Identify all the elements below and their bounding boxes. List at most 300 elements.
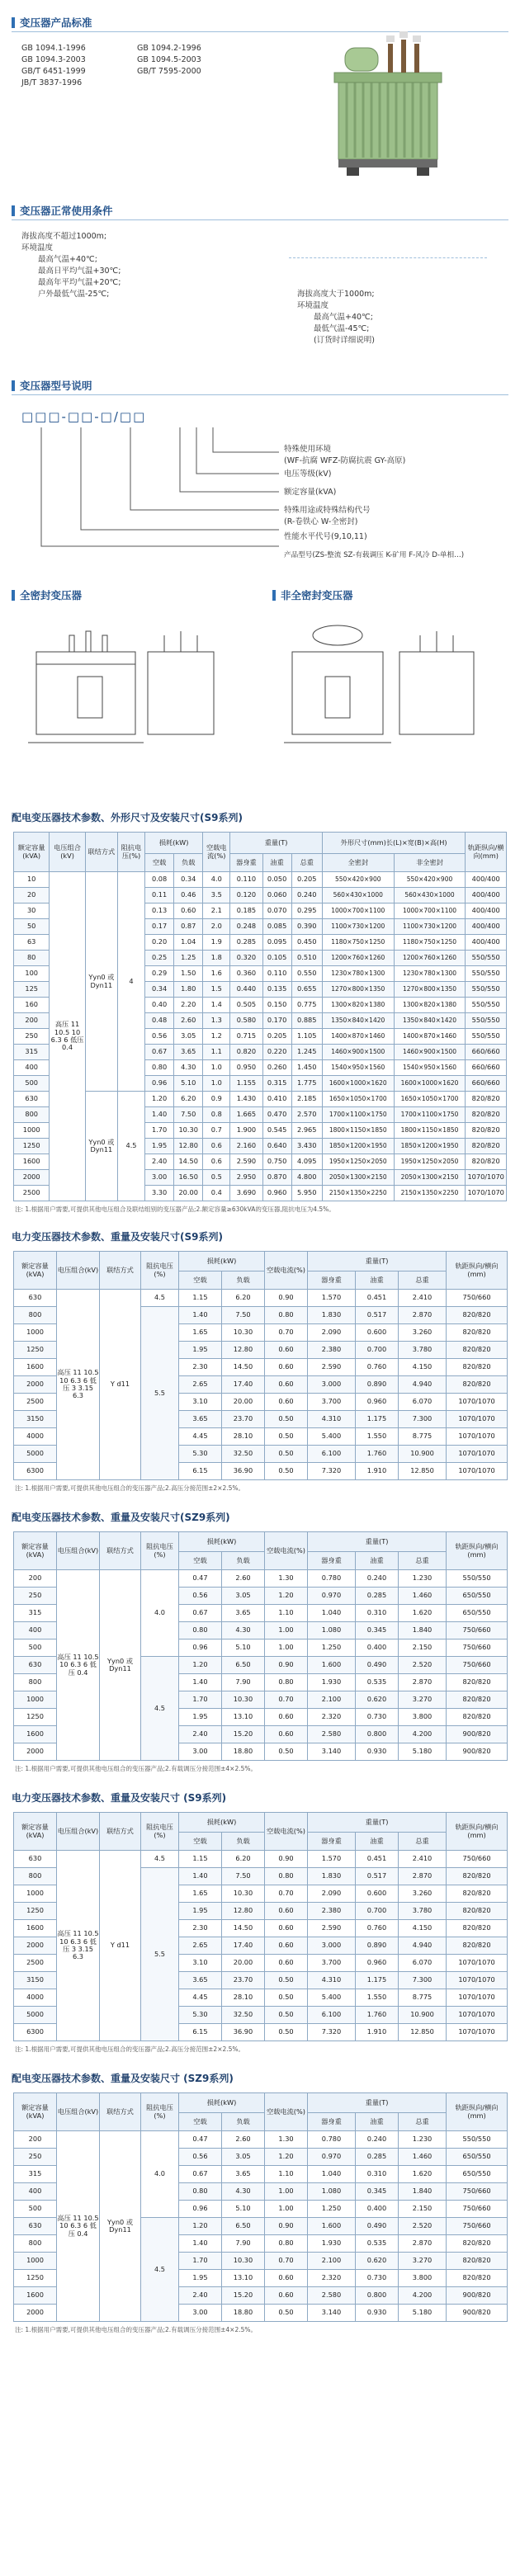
cell-noload-loss: 0.47 <box>179 2131 222 2149</box>
cell-dimensions-nonsealed: 1400×870×1460 <box>394 1029 466 1045</box>
header-capacity: 额定容量(kVA) <box>14 1252 57 1290</box>
cell-noload-loss: 1.40 <box>179 1868 222 1885</box>
cell-oil-weight: 0.930 <box>356 2305 399 2322</box>
cell-capacity: 4000 <box>14 1428 57 1446</box>
cell-gauge: 820/820 <box>447 1920 508 1937</box>
cell-gauge: 820/820 <box>466 1139 507 1154</box>
cell-noload-loss: 2.65 <box>179 1376 222 1394</box>
cell-dimensions-nonsealed: 1180×750×1250 <box>394 935 466 951</box>
cell-load-loss: 2.20 <box>174 998 203 1013</box>
cell-total-weight: 7.300 <box>399 1972 447 1989</box>
cell-dimensions-sealed: 2150×1350×2250 <box>322 1186 394 1201</box>
cell-oil-weight: 0.085 <box>262 919 291 935</box>
cell-impedance: 4.5 <box>117 1092 144 1201</box>
cell-capacity: 4000 <box>14 1989 57 2007</box>
cell-oil-weight: 0.890 <box>356 1376 399 1394</box>
cell-impedance: 4.5 <box>141 1290 179 1307</box>
cell-noload-current: 3.5 <box>203 888 230 903</box>
cell-noload-current: 0.70 <box>265 1324 308 1342</box>
subheader-load: 负载 <box>174 854 203 872</box>
cell-noload-current: 2.0 <box>203 919 230 935</box>
cell-load-loss: 3.65 <box>222 1605 265 1622</box>
cell-noload-current: 1.10 <box>265 1605 308 1622</box>
cell-oil-weight: 0.310 <box>356 2166 399 2183</box>
header-gauge: 轨距纵向/横向(mm) <box>447 1813 508 1851</box>
cell-oil-weight: 0.285 <box>356 2149 399 2166</box>
cell-capacity: 2000 <box>14 1937 57 1955</box>
divider <box>289 257 487 258</box>
divider <box>12 219 508 220</box>
cell-body-weight: 3.000 <box>308 1376 356 1394</box>
cell-gauge: 750/660 <box>447 1622 508 1639</box>
cell-capacity: 500 <box>14 1076 50 1092</box>
subheader-body-weight: 器身重 <box>308 2113 356 2131</box>
cell-total-weight: 5.180 <box>399 2305 447 2322</box>
section-title-model <box>12 378 92 393</box>
cell-capacity: 1250 <box>14 1342 57 1359</box>
cell-gauge: 820/820 <box>447 1709 508 1726</box>
cell-total-weight: 10.900 <box>399 2007 447 2024</box>
cell-gauge: 1070/1070 <box>447 1989 508 2007</box>
cell-body-weight: 0.285 <box>230 935 262 951</box>
cell-total-weight: 5.180 <box>399 1743 447 1761</box>
title-bar-icon <box>12 205 15 216</box>
table1-title: 配电变压器技术参数、外形尺寸及安装尺寸(S9系列) <box>12 812 243 823</box>
cell-total-weight: 3.800 <box>399 1709 447 1726</box>
cell-noload-loss: 1.95 <box>179 1342 222 1359</box>
cell-noload-loss: 4.45 <box>179 1989 222 2007</box>
subheader-oil-weight: 油重 <box>356 1833 399 1851</box>
subheader-noload: 空载 <box>145 854 174 872</box>
cell-total-weight: 3.260 <box>399 1324 447 1342</box>
cell-oil-weight: 0.800 <box>356 2287 399 2305</box>
cell-body-weight: 2.380 <box>308 1903 356 1920</box>
cell-capacity: 1600 <box>14 1726 57 1743</box>
header-noload-current: 空载电流(%) <box>203 833 230 872</box>
header-voltage: 电压组合(kV) <box>57 1813 100 1851</box>
cell-oil-weight: 0.150 <box>262 998 291 1013</box>
header-weight: 重量(T) <box>308 1252 447 1271</box>
cell-noload-loss: 1.70 <box>179 2253 222 2270</box>
table1 <box>13 832 507 1201</box>
cell-noload-current: 0.60 <box>265 1937 308 1955</box>
subheader-load: 负载 <box>222 1271 265 1290</box>
table5-note: 注: 1.根据用户需要,可提供其他电压组合的变压器产品;2.有载调压分接范围±4×2.5%。 <box>15 2326 258 2333</box>
cell-oil-weight: 0.535 <box>356 1674 399 1691</box>
cell-oil-weight: 0.345 <box>356 2183 399 2201</box>
cell-dimensions-nonsealed: 1460×900×1500 <box>394 1045 466 1060</box>
cell-capacity: 2000 <box>14 2305 57 2322</box>
cell-noload-current: 2.1 <box>203 903 230 919</box>
table4-note: 注: 1.根据用户需要,可提供其他电压组合的变压器产品;2.高压分接范围±2×2.5%。 <box>15 2045 245 2053</box>
cell-oil-weight: 0.870 <box>262 1170 291 1186</box>
cell-load-loss: 16.50 <box>174 1170 203 1186</box>
condition-left-6: 户外最低气温-25℃; <box>38 290 110 299</box>
cell-total-weight: 0.775 <box>291 998 322 1013</box>
cell-noload-current: 0.60 <box>265 1903 308 1920</box>
cell-total-weight: 6.070 <box>399 1955 447 1972</box>
cell-total-weight: 1.450 <box>291 1060 322 1076</box>
cell-load-loss: 6.20 <box>222 1290 265 1307</box>
cell-capacity: 5000 <box>14 2007 57 2024</box>
cell-noload-loss: 6.15 <box>179 2024 222 2041</box>
cell-total-weight: 8.775 <box>399 1428 447 1446</box>
standard-right-2: GB 1094.5-2003 <box>137 55 201 64</box>
cell-load-loss: 18.80 <box>222 2305 265 2322</box>
cell-gauge: 820/820 <box>447 1359 508 1376</box>
cell-load-loss: 4.30 <box>174 1060 203 1076</box>
cell-body-weight: 2.950 <box>230 1170 262 1186</box>
table-row <box>14 2131 508 2149</box>
cell-total-weight: 2.410 <box>399 1851 447 1868</box>
cell-impedance: 4.5 <box>141 1657 179 1761</box>
cell-gauge: 820/820 <box>466 1107 507 1123</box>
cell-dimensions-sealed: 1180×750×1250 <box>322 935 394 951</box>
cell-oil-weight: 0.545 <box>262 1123 291 1139</box>
cell-body-weight: 3.000 <box>308 1937 356 1955</box>
cell-total-weight: 0.885 <box>291 1013 322 1029</box>
cell-body-weight: 2.590 <box>230 1154 262 1170</box>
cell-oil-weight: 0.315 <box>262 1076 291 1092</box>
cell-dimensions-nonsealed: 1300×820×1380 <box>394 998 466 1013</box>
cell-noload-current: 0.60 <box>265 1359 308 1376</box>
cell-total-weight: 12.850 <box>399 1463 447 1480</box>
standard-left-4: JB/T 3837-1996 <box>21 78 83 87</box>
cell-noload-current: 0.60 <box>265 1920 308 1937</box>
cell-noload-current: 0.50 <box>265 2024 308 2041</box>
table-row <box>14 1290 508 1307</box>
header-noload-current: 空载电流(%) <box>265 1252 308 1290</box>
cell-noload-current: 1.2 <box>203 1029 230 1045</box>
cell-oil-weight: 0.517 <box>356 1307 399 1324</box>
cell-noload-loss: 1.95 <box>179 1709 222 1726</box>
subheader-total-weight: 总重 <box>399 1833 447 1851</box>
cell-noload-loss: 0.56 <box>145 1029 174 1045</box>
cell-noload-loss: 1.20 <box>179 1657 222 1674</box>
cell-capacity: 30 <box>14 903 50 919</box>
cell-gauge: 820/820 <box>447 1691 508 1709</box>
subheader-load: 负载 <box>222 1552 265 1570</box>
header-weight: 重量(T) <box>308 1532 447 1552</box>
cell-capacity: 630 <box>14 1092 50 1107</box>
cell-total-weight: 10.900 <box>399 1446 447 1463</box>
cell-oil-weight: 0.451 <box>356 1851 399 1868</box>
header-loss: 损耗(kW) <box>179 1532 265 1552</box>
cell-noload-current: 0.50 <box>265 1989 308 2007</box>
cell-capacity: 10 <box>14 872 50 888</box>
table3-note: 注: 1.根据用户需要,可提供其他电压组合的变压器产品;2.有载调压分接范围±4×2.5%。 <box>15 1765 258 1772</box>
cell-dimensions-nonsealed: 1650×1050×1700 <box>394 1092 466 1107</box>
cell-gauge: 820/820 <box>447 1376 508 1394</box>
cell-total-weight: 0.550 <box>291 966 322 982</box>
cell-total-weight: 2.410 <box>399 1290 447 1307</box>
cell-noload-current: 1.20 <box>265 1588 308 1605</box>
condition-left-5: 最高年平均气温+20℃; <box>38 278 121 287</box>
cell-capacity: 1000 <box>14 1885 57 1903</box>
cell-body-weight: 2.100 <box>308 2253 356 2270</box>
cell-total-weight: 3.780 <box>399 1342 447 1359</box>
cell-capacity: 200 <box>14 1013 50 1029</box>
cell-noload-current: 0.60 <box>265 2270 308 2287</box>
cell-dimensions-sealed: 1700×1100×1750 <box>322 1107 394 1123</box>
cell-noload-loss: 0.34 <box>145 982 174 998</box>
cell-capacity: 3150 <box>14 1411 57 1428</box>
cell-body-weight: 1.080 <box>308 2183 356 2201</box>
cell-noload-current: 0.50 <box>265 1743 308 1761</box>
cell-total-weight: 2.150 <box>399 2201 447 2218</box>
model-code: □□□-□□-□/□□ <box>21 409 147 424</box>
cell-capacity: 1600 <box>14 1920 57 1937</box>
cell-oil-weight: 0.260 <box>262 1060 291 1076</box>
cell-body-weight: 3.700 <box>308 1394 356 1411</box>
cell-load-loss: 3.05 <box>222 2149 265 2166</box>
cell-total-weight: 0.390 <box>291 919 322 935</box>
cell-load-loss: 1.04 <box>174 935 203 951</box>
header-loss: 损耗(kW) <box>145 833 203 854</box>
cell-oil-weight: 0.600 <box>356 1885 399 1903</box>
cell-gauge: 650/550 <box>447 1588 508 1605</box>
cell-voltage: 高压 11 10.5 10 6.3 6 低压 0.4 <box>57 1570 100 1761</box>
cell-load-loss: 23.70 <box>222 1972 265 1989</box>
standard-right-3: GB/T 7595-2000 <box>137 67 201 76</box>
cell-capacity: 1250 <box>14 1709 57 1726</box>
header-noload-current: 空载电流(%) <box>265 1813 308 1851</box>
cell-noload-loss: 1.20 <box>179 2218 222 2235</box>
cell-dimensions-nonsealed: 1230×780×1300 <box>394 966 466 982</box>
cell-total-weight: 1.230 <box>399 2131 447 2149</box>
cell-total-weight: 3.430 <box>291 1139 322 1154</box>
section-title-sealed <box>12 587 82 602</box>
cell-gauge: 820/820 <box>466 1154 507 1170</box>
cell-gauge: 750/660 <box>447 2201 508 2218</box>
subheader-body-weight: 器身重 <box>308 1833 356 1851</box>
cell-noload-loss: 2.40 <box>145 1154 174 1170</box>
cell-gauge: 820/820 <box>466 1092 507 1107</box>
cell-gauge: 820/820 <box>447 2270 508 2287</box>
cell-total-weight: 4.150 <box>399 1920 447 1937</box>
cell-capacity: 500 <box>14 1639 57 1657</box>
cell-noload-current: 0.4 <box>203 1186 230 1201</box>
cell-load-loss: 14.50 <box>174 1154 203 1170</box>
cell-noload-loss: 3.65 <box>179 1411 222 1428</box>
cell-connection: Yyn0 或 Dyn11 <box>85 1092 117 1201</box>
cell-total-weight: 4.200 <box>399 1726 447 1743</box>
cell-gauge: 820/820 <box>447 1868 508 1885</box>
cell-oil-weight: 0.700 <box>356 1903 399 1920</box>
cell-load-loss: 3.05 <box>174 1029 203 1045</box>
cell-body-weight: 1.040 <box>308 1605 356 1622</box>
subheader-oil-weight: 油重 <box>356 1552 399 1570</box>
cell-noload-loss: 0.47 <box>179 1570 222 1588</box>
cell-oil-weight: 1.175 <box>356 1411 399 1428</box>
cell-load-loss: 17.40 <box>222 1376 265 1394</box>
cell-body-weight: 0.820 <box>230 1045 262 1060</box>
cell-load-loss: 10.30 <box>174 1123 203 1139</box>
legend-1b: (WF-抗腐 WFZ-防腐抗震 GY-高原) <box>284 456 406 465</box>
cell-noload-loss: 2.40 <box>179 2287 222 2305</box>
cell-capacity: 3150 <box>14 1972 57 1989</box>
subheader-noload: 空载 <box>179 1552 222 1570</box>
cell-capacity: 400 <box>14 2183 57 2201</box>
cell-noload-current: 1.0 <box>203 1060 230 1076</box>
cell-oil-weight: 0.310 <box>356 1605 399 1622</box>
cell-capacity: 800 <box>14 1674 57 1691</box>
cell-total-weight: 1.245 <box>291 1045 322 1060</box>
header-impedance: 阻抗电压(%) <box>117 833 144 872</box>
cell-load-loss: 10.30 <box>222 2253 265 2270</box>
cell-capacity: 20 <box>14 888 50 903</box>
cell-noload-loss: 0.29 <box>145 966 174 982</box>
subheader-noload: 空载 <box>179 1833 222 1851</box>
header-impedance: 阻抗电压(%) <box>141 1252 179 1290</box>
cell-connection: Y d11 <box>100 1851 141 2041</box>
cell-noload-current: 0.6 <box>203 1139 230 1154</box>
cell-impedance: 4.5 <box>141 1851 179 1868</box>
cell-noload-current: 1.3 <box>203 1013 230 1029</box>
cell-load-loss: 14.50 <box>222 1359 265 1376</box>
cell-oil-weight: 1.550 <box>356 1428 399 1446</box>
header-voltage: 电压组合(kV) <box>57 1252 100 1290</box>
cell-body-weight: 1.930 <box>308 2235 356 2253</box>
cell-capacity: 125 <box>14 982 50 998</box>
cell-noload-loss: 0.67 <box>179 2166 222 2183</box>
cell-gauge: 900/820 <box>447 1743 508 1761</box>
cell-oil-weight: 0.640 <box>262 1139 291 1154</box>
cell-oil-weight: 0.517 <box>356 1868 399 1885</box>
cell-body-weight: 2.090 <box>308 1324 356 1342</box>
cell-noload-current: 0.50 <box>265 2007 308 2024</box>
cell-oil-weight: 0.400 <box>356 2201 399 2218</box>
cell-body-weight: 2.320 <box>308 2270 356 2287</box>
title-bar-icon <box>12 380 15 391</box>
cell-oil-weight: 0.240 <box>356 2131 399 2149</box>
cell-noload-loss: 2.65 <box>179 1937 222 1955</box>
cell-gauge: 550/550 <box>466 982 507 998</box>
table-row <box>14 1851 508 1868</box>
cell-gauge: 660/660 <box>466 1060 507 1076</box>
cell-total-weight: 0.205 <box>291 872 322 888</box>
cell-capacity: 800 <box>14 1107 50 1123</box>
cell-load-loss: 4.30 <box>222 1622 265 1639</box>
cell-load-loss: 0.34 <box>174 872 203 888</box>
cell-oil-weight: 0.760 <box>356 1920 399 1937</box>
cell-noload-current: 1.0 <box>203 1076 230 1092</box>
cell-body-weight: 4.310 <box>308 1972 356 1989</box>
cell-noload-current: 1.9 <box>203 935 230 951</box>
cell-dimensions-sealed: 1230×780×1300 <box>322 966 394 982</box>
cell-noload-loss: 1.65 <box>179 1324 222 1342</box>
cell-oil-weight: 0.205 <box>262 1029 291 1045</box>
cell-total-weight: 3.270 <box>399 1691 447 1709</box>
header-weight: 重量(T) <box>308 2093 447 2113</box>
cell-capacity: 630 <box>14 2218 57 2235</box>
cell-capacity: 315 <box>14 1605 57 1622</box>
cell-noload-current: 0.60 <box>265 1376 308 1394</box>
cell-noload-current: 1.20 <box>265 2149 308 2166</box>
cell-capacity: 6300 <box>14 1463 57 1480</box>
cell-load-loss: 20.00 <box>174 1186 203 1201</box>
cell-gauge: 550/550 <box>466 1013 507 1029</box>
cell-noload-current: 1.00 <box>265 2201 308 2218</box>
cell-total-weight: 0.295 <box>291 903 322 919</box>
header-connection: 联结方式 <box>100 2093 141 2131</box>
cell-total-weight: 1.840 <box>399 1622 447 1639</box>
cell-noload-current: 1.00 <box>265 1622 308 1639</box>
cell-dimensions-nonsealed: 1850×1200×1950 <box>394 1139 466 1154</box>
header-weight: 重量(T) <box>308 1813 447 1833</box>
cell-gauge: 750/660 <box>447 1657 508 1674</box>
cell-total-weight: 0.510 <box>291 951 322 966</box>
cell-total-weight: 4.940 <box>399 1376 447 1394</box>
section4-left-title-text: 全密封变压器 <box>20 589 83 602</box>
cell-body-weight: 1.155 <box>230 1076 262 1092</box>
cell-noload-loss: 3.00 <box>179 1743 222 1761</box>
cell-capacity: 100 <box>14 966 50 982</box>
cell-capacity: 1600 <box>14 2287 57 2305</box>
table-row <box>14 872 507 888</box>
cell-dimensions-nonsealed: 1540×950×1560 <box>394 1060 466 1076</box>
cell-load-loss: 3.65 <box>222 2166 265 2183</box>
subheader-oil-weight: 油重 <box>262 854 291 872</box>
cell-body-weight: 6.100 <box>308 2007 356 2024</box>
cell-voltage: 高压 11 10.5 10 6.3 6 低压 3 3.15 6.3 <box>57 1290 100 1480</box>
cell-capacity: 2000 <box>14 1170 50 1186</box>
cell-body-weight: 0.505 <box>230 998 262 1013</box>
cell-capacity: 2500 <box>14 1955 57 1972</box>
cell-load-loss: 12.80 <box>222 1342 265 1359</box>
cell-gauge: 1070/1070 <box>447 1972 508 1989</box>
cell-dimensions-nonsealed: 550×420×900 <box>394 872 466 888</box>
cell-gauge: 400/400 <box>466 903 507 919</box>
cell-oil-weight: 0.490 <box>356 2218 399 2235</box>
cell-body-weight: 2.590 <box>308 1359 356 1376</box>
cell-total-weight: 2.520 <box>399 1657 447 1674</box>
cell-noload-current: 0.90 <box>265 1290 308 1307</box>
cell-noload-loss: 0.17 <box>145 919 174 935</box>
cell-total-weight: 4.150 <box>399 1359 447 1376</box>
cell-total-weight: 1.840 <box>399 2183 447 2201</box>
cell-gauge: 750/660 <box>447 1851 508 1868</box>
cell-body-weight: 1.570 <box>308 1290 356 1307</box>
cell-oil-weight: 0.240 <box>356 1570 399 1588</box>
cell-dimensions-nonsealed: 1600×1000×1620 <box>394 1076 466 1092</box>
cell-total-weight: 1.105 <box>291 1029 322 1045</box>
cell-gauge: 550/550 <box>447 2131 508 2149</box>
cell-load-loss: 5.10 <box>222 1639 265 1657</box>
subheader-noload: 空载 <box>179 2113 222 2131</box>
cell-body-weight: 1.665 <box>230 1107 262 1123</box>
cell-capacity: 2500 <box>14 1186 50 1201</box>
cell-oil-weight: 0.110 <box>262 966 291 982</box>
cell-gauge: 1070/1070 <box>447 1463 508 1480</box>
cell-noload-current: 0.90 <box>265 1657 308 1674</box>
header-voltage: 电压组合(kV) <box>57 2093 100 2131</box>
cell-noload-loss: 0.11 <box>145 888 174 903</box>
cell-dimensions-sealed: 1460×900×1500 <box>322 1045 394 1060</box>
cell-body-weight: 1.830 <box>308 1307 356 1324</box>
cell-noload-loss: 0.96 <box>145 1076 174 1092</box>
condition-right-2: 环境温度 <box>297 301 329 310</box>
cell-noload-loss: 1.40 <box>179 2235 222 2253</box>
cell-load-loss: 0.87 <box>174 919 203 935</box>
cell-noload-current: 0.80 <box>265 1868 308 1885</box>
header-capacity: 额定容量(kVA) <box>14 1813 57 1851</box>
cell-connection: Yyn0 或 Dyn11 <box>85 872 117 1092</box>
cell-gauge: 750/660 <box>447 2183 508 2201</box>
cell-body-weight: 2.580 <box>308 2287 356 2305</box>
cell-noload-loss: 1.95 <box>179 2270 222 2287</box>
header-voltage: 电压组合(kV) <box>50 833 85 872</box>
